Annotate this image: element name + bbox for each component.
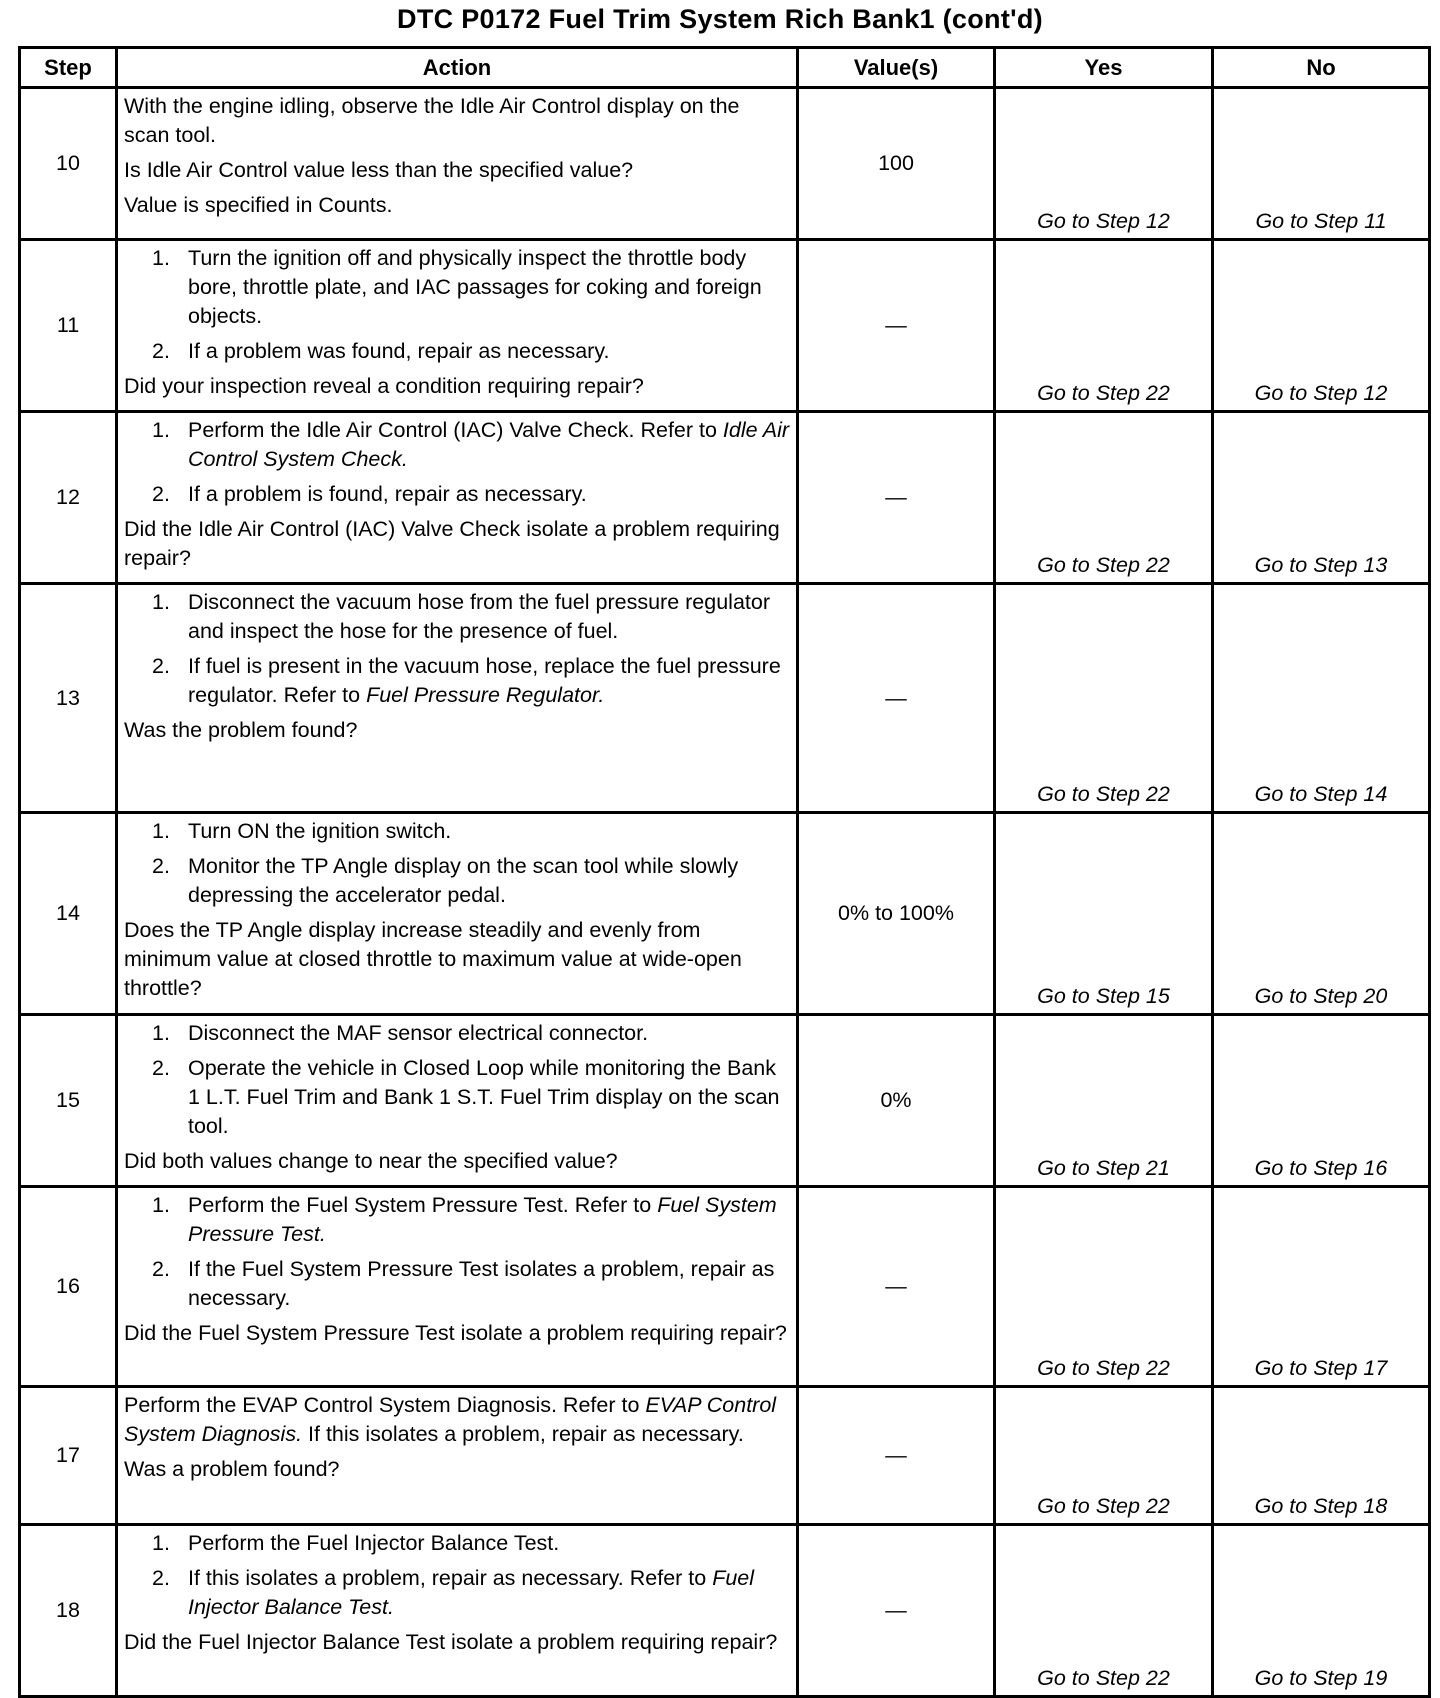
- no-cell: Go to Step 12: [1213, 240, 1430, 412]
- reference-link[interactable]: Idle Air Control System Check.: [188, 418, 790, 471]
- list-item: 1. Perform the Fuel System Pressure Test. Refer to Fuel System Pressure Test.: [152, 1193, 777, 1246]
- action-question: Was a problem found?: [124, 1457, 340, 1481]
- table-row: [20, 88, 1430, 240]
- header-action: Action: [117, 48, 798, 88]
- list-item-text: Operate the vehicle in Closed Loop while monitoring the Bank 1 L.T. Fuel Trim and Bank 1 S.T. Fuel Trim display on the scan tool.: [188, 1056, 780, 1138]
- list-item: 1. Turn ON the ignition switch.: [152, 819, 452, 843]
- value-cell: —: [798, 1187, 995, 1387]
- value-cell: —: [798, 412, 995, 584]
- list-item-text: If the Fuel System Pressure Test isolates a problem, repair as necessary.: [188, 1257, 775, 1310]
- action-cell: [117, 88, 798, 240]
- list-item-text: If a problem was found, repair as necessary.: [188, 339, 610, 363]
- action-text-part: Perform the EVAP Control System Diagnosis. Refer to: [124, 1393, 640, 1417]
- list-item-text: Disconnect the MAF sensor electrical connector.: [188, 1021, 649, 1045]
- step-number: 17: [20, 1387, 117, 1525]
- step-number: 14: [20, 813, 117, 1015]
- list-item: 1. Disconnect the vacuum hose from the fuel pressure regulator and inspect the hose for the presence of fuel.: [152, 590, 770, 643]
- table-row: [20, 1187, 1430, 1387]
- list-item: 2. If fuel is present in the vacuum hose, replace the fuel pressure regulator. Refer to Fuel Pressure Regulator.: [152, 654, 781, 707]
- reference-link[interactable]: Fuel Injector Balance Test.: [188, 1566, 755, 1619]
- step-number: 16: [20, 1187, 117, 1387]
- no-cell: Go to Step 13: [1213, 412, 1430, 584]
- yes-cell: Go to Step 22: [995, 240, 1213, 412]
- action-question: Was the problem found?: [124, 718, 358, 742]
- reference-link[interactable]: EVAP Control System Diagnosis.: [124, 1393, 777, 1446]
- list-item: 1. Perform the Idle Air Control (IAC) Valve Check. Refer to Idle Air Control System Check.: [152, 418, 790, 471]
- action-question: Is Idle Air Control value less than the specified value?: [124, 158, 634, 182]
- action-question: Did both values change to near the specified value?: [124, 1149, 618, 1173]
- table-row: [20, 240, 1430, 412]
- list-item-text: If a problem is found, repair as necessary.: [188, 482, 587, 506]
- list-item-text: Disconnect the vacuum hose from the fuel pressure regulator and inspect the hose for the presence of fuel.: [188, 590, 770, 643]
- action-note: Value is specified in Counts.: [124, 193, 393, 217]
- header-values: Value(s): [798, 48, 995, 88]
- action-text: With the engine idling, observe the Idle Air Control display on the scan tool.: [124, 94, 740, 147]
- list-item: 2. If a problem was found, repair as necessary.: [152, 339, 610, 363]
- list-item: 2. If the Fuel System Pressure Test isolates a problem, repair as necessary.: [152, 1257, 775, 1310]
- action-list: [124, 1529, 790, 1622]
- action-list: [124, 1019, 790, 1141]
- no-cell: Go to Step 19: [1213, 1525, 1430, 1697]
- value-cell: —: [798, 240, 995, 412]
- list-item: 2. Operate the vehicle in Closed Loop while monitoring the Bank 1 L.T. Fuel Trim and Bank 1 S.T. Fuel Trim display on the scan tool.: [152, 1056, 780, 1138]
- value-cell: 0%: [798, 1015, 995, 1187]
- action-cell: [117, 1525, 798, 1697]
- step-number: 18: [20, 1525, 117, 1697]
- list-item-text: If this isolates a problem, repair as necessary. Refer to: [188, 1566, 707, 1590]
- no-cell: Go to Step 16: [1213, 1015, 1430, 1187]
- action-text-part: If this isolates a problem, repair as necessary.: [308, 1422, 744, 1446]
- table-row: [20, 412, 1430, 584]
- step-number: 13: [20, 584, 117, 813]
- action-question: Does the TP Angle display increase steadily and evenly from minimum value at closed throttle to maximum value at wide-open throttle?: [124, 918, 742, 1000]
- action-question: Did the Idle Air Control (IAC) Valve Check isolate a problem requiring repair?: [124, 517, 780, 570]
- action-list: [124, 416, 790, 509]
- value-cell: —: [798, 1525, 995, 1697]
- no-cell: Go to Step 18: [1213, 1387, 1430, 1525]
- value-cell: —: [798, 1387, 995, 1525]
- action-cell: [117, 1387, 798, 1525]
- list-item-text: Turn ON the ignition switch.: [188, 819, 452, 843]
- action-text: [124, 1391, 790, 1449]
- header-yes: Yes: [995, 48, 1213, 88]
- list-item: 2. If a problem is found, repair as necessary.: [152, 482, 587, 506]
- action-cell: [117, 412, 798, 584]
- diagnostic-table: [18, 46, 1431, 1698]
- no-cell: Go to Step 17: [1213, 1187, 1430, 1387]
- table-row: [20, 813, 1430, 1015]
- yes-cell: Go to Step 12: [995, 88, 1213, 240]
- value-cell: —: [798, 584, 995, 813]
- list-item-text: Perform the Fuel System Pressure Test. Refer to: [188, 1193, 652, 1217]
- yes-cell: Go to Step 22: [995, 1187, 1213, 1387]
- step-number: 10: [20, 88, 117, 240]
- yes-cell: Go to Step 15: [995, 813, 1213, 1015]
- list-item: 2. Monitor the TP Angle display on the scan tool while slowly depressing the accelerator pedal.: [152, 854, 739, 907]
- no-cell: Go to Step 20: [1213, 813, 1430, 1015]
- reference-link[interactable]: Fuel Pressure Regulator.: [366, 683, 605, 707]
- header-no: No: [1213, 48, 1430, 88]
- action-question: Did your inspection reveal a condition requiring repair?: [124, 374, 644, 398]
- yes-cell: Go to Step 22: [995, 584, 1213, 813]
- action-list: [124, 244, 790, 366]
- step-number: 11: [20, 240, 117, 412]
- action-cell: [117, 1187, 798, 1387]
- action-cell: [117, 584, 798, 813]
- action-list: [124, 817, 790, 910]
- list-item: 1. Disconnect the MAF sensor electrical connector.: [152, 1021, 649, 1045]
- page-title: DTC P0172 Fuel Trim System Rich Bank1 (cont'd): [397, 4, 1043, 34]
- table-row: [20, 1015, 1430, 1187]
- list-item-text: Perform the Idle Air Control (IAC) Valve Check. Refer to: [188, 418, 717, 442]
- yes-cell: Go to Step 21: [995, 1015, 1213, 1187]
- step-number: 15: [20, 1015, 117, 1187]
- table-row: [20, 1387, 1430, 1525]
- list-item-text: Turn the ignition off and physically inspect the throttle body bore, throttle plate, and IAC passages for coking and foreign objects.: [188, 246, 762, 328]
- yes-cell: Go to Step 22: [995, 1525, 1213, 1697]
- action-list: [124, 1191, 790, 1313]
- value-cell: 100: [798, 88, 995, 240]
- list-item-text: Monitor the TP Angle display on the scan tool while slowly depressing the accelerator pedal.: [188, 854, 739, 907]
- yes-cell: Go to Step 22: [995, 412, 1213, 584]
- no-cell: Go to Step 11: [1213, 88, 1430, 240]
- action-list: [124, 588, 790, 710]
- action-cell: [117, 813, 798, 1015]
- no-cell: Go to Step 14: [1213, 584, 1430, 813]
- step-number: 12: [20, 412, 117, 584]
- table-row: [20, 584, 1430, 813]
- action-cell: [117, 1015, 798, 1187]
- table-row: [20, 1525, 1430, 1697]
- list-item-text: Perform the Fuel Injector Balance Test.: [188, 1531, 560, 1555]
- value-cell: 0% to 100%: [798, 813, 995, 1015]
- yes-cell: Go to Step 22: [995, 1387, 1213, 1525]
- reference-link[interactable]: Fuel System Pressure Test.: [188, 1193, 777, 1246]
- header-row: [20, 48, 1430, 88]
- header-step: Step: [20, 48, 117, 88]
- action-question: Did the Fuel Injector Balance Test isolate a problem requiring repair?: [124, 1630, 778, 1654]
- list-item: 1. Perform the Fuel Injector Balance Test.: [152, 1531, 560, 1555]
- list-item: 2. If this isolates a problem, repair as necessary. Refer to Fuel Injector Balance Test.: [152, 1566, 755, 1619]
- action-question: Did the Fuel System Pressure Test isolate a problem requiring repair?: [124, 1321, 787, 1345]
- list-item: 1. Turn the ignition off and physically inspect the throttle body bore, throttle plate, and IAC passages for coking and foreign objects.: [152, 246, 762, 328]
- list-item-text: If fuel is present in the vacuum hose, replace the fuel pressure regulator. Refer to: [188, 654, 781, 707]
- action-cell: [117, 240, 798, 412]
